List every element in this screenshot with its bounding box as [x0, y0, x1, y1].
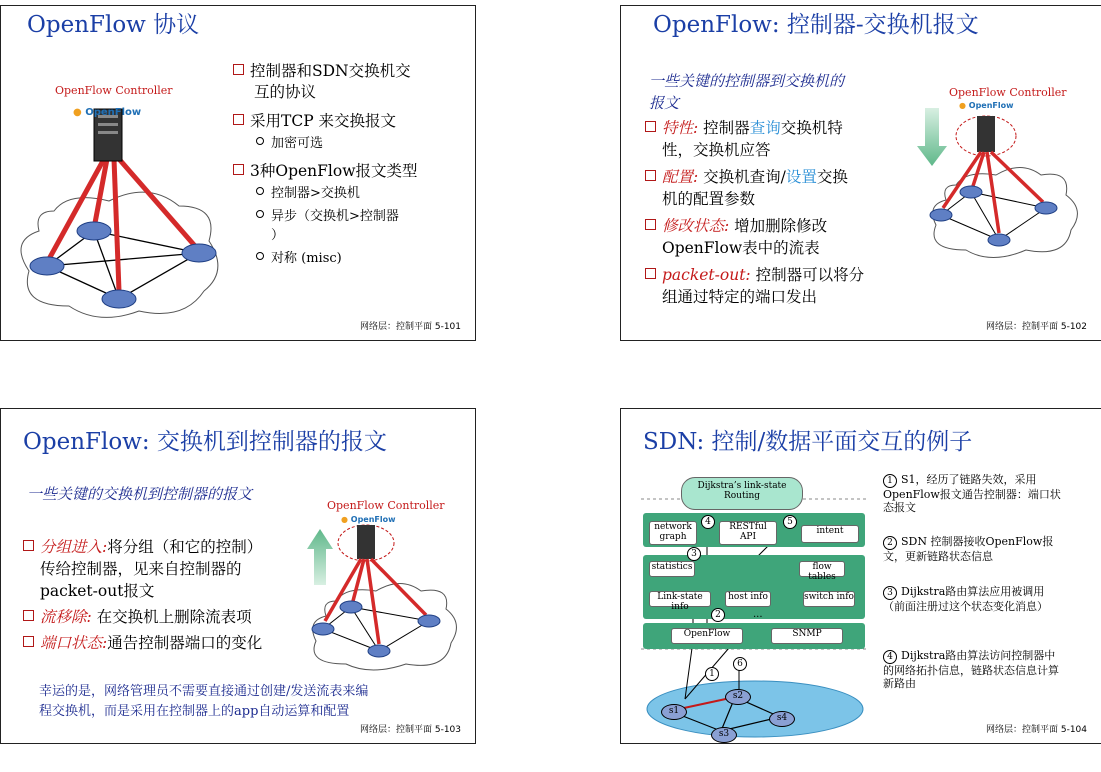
item-configure-cont: 机的配置参数	[662, 190, 756, 208]
switch-info-box: switch info	[803, 591, 855, 607]
item-key: 修改状态:	[662, 217, 730, 235]
sub-bullet-icon	[256, 252, 264, 260]
sub-encryption	[256, 134, 323, 153]
item-text: 交换机查询/	[703, 168, 786, 186]
step-marker-3: 3	[687, 547, 701, 561]
sub-text: 控制器>交换机	[271, 186, 360, 201]
item-features	[645, 118, 843, 139]
sub-bullet-icon	[256, 210, 264, 218]
sub-symmetric	[256, 249, 342, 268]
step-marker-2: 2	[711, 608, 725, 622]
sub-async	[256, 207, 399, 226]
bullet-text: 3种OpenFlow报文类型	[250, 162, 418, 180]
dijkstra-routing-app: Dijkstra’s link-state Routing	[681, 477, 803, 510]
bullet-protocol	[233, 61, 411, 82]
item-text: 交换机特	[780, 119, 843, 137]
openflow-controller-label: OpenFlow Controller	[949, 86, 1067, 99]
step-marker-6: 6	[733, 657, 747, 671]
openflow-logo: ● OpenFlow	[73, 107, 142, 118]
item-key: 流移除:	[40, 608, 92, 626]
bullet-square-icon	[23, 610, 34, 621]
slide-subtitle: 一些关键的交换机到控制器的报文	[27, 485, 253, 503]
slide-sdn-example	[620, 408, 1101, 744]
openflow-network-figure	[301, 521, 461, 671]
item-modify-state-cont: OpenFlow表中的流表	[662, 239, 820, 257]
item-modify-state	[645, 216, 827, 237]
slide-footer: 网络层：控制平面 5-103	[359, 725, 461, 735]
item-highlight: 查询	[749, 119, 781, 137]
sub-text: 对称 (misc)	[271, 251, 342, 266]
slide-switch-to-controller	[0, 408, 476, 744]
item-key: 配置:	[662, 168, 699, 186]
bullet-square-icon	[233, 64, 244, 75]
slide-subtitle-cont: 报文	[649, 94, 680, 112]
item-text: 将分组（和它的控制）	[107, 538, 263, 556]
slide-title: OpenFlow: 控制器-交换机报文	[653, 12, 979, 38]
slide-title: SDN: 控制/数据平面交互的例子	[643, 429, 973, 455]
item-flow-removed	[23, 607, 252, 628]
step-desc: Dijkstra路由算法应用被调用（前面注册过这个状态变化消息）	[883, 585, 1048, 613]
statistics-box: statistics	[649, 561, 695, 577]
item-highlight: 设置	[785, 168, 817, 186]
slide-title: OpenFlow 协议	[27, 12, 200, 38]
slide-controller-to-switch	[620, 5, 1101, 341]
sub-bullet-icon	[256, 187, 264, 195]
switch-s4: s4	[769, 711, 795, 727]
bullet-protocol-cont: 互的协议	[254, 83, 317, 101]
item-port-status	[23, 633, 262, 654]
slide-footer: 网络层：控制平面 5-104	[985, 725, 1087, 735]
step-2-text	[883, 535, 1063, 563]
step-number: 4	[883, 650, 897, 664]
bullet-square-icon	[645, 268, 656, 279]
item-text: 通告控制器端口的变化	[107, 634, 263, 652]
bullet-square-icon	[23, 540, 34, 551]
sub-bullet-icon	[256, 137, 264, 145]
openflow-network-figure	[921, 110, 1081, 260]
slide-openflow-protocol	[0, 5, 476, 341]
sub-controller-to-switch	[256, 184, 360, 203]
sub-text: 加密可选	[271, 136, 324, 151]
switch-s2: s2	[725, 689, 751, 705]
item-text: 交换	[816, 168, 848, 186]
bullet-text: 控制器和SDN交换机交	[250, 62, 411, 80]
switch-s1: s1	[661, 704, 687, 720]
openflow-logo-text: OpenFlow	[350, 515, 396, 524]
openflow-logo: ● OpenFlow	[341, 515, 396, 524]
ellipsis-text: ...	[753, 609, 763, 620]
bullet-square-icon	[645, 121, 656, 132]
step-1-text	[883, 473, 1063, 514]
step-4-text	[883, 649, 1063, 690]
item-text: 控制器	[703, 119, 750, 137]
step-marker-4: 4	[701, 515, 715, 529]
item-text: 在交换机上删除流表项	[96, 608, 252, 626]
bullet-square-icon	[645, 219, 656, 230]
slide-subtitle: 一些关键的控制器到交换机的	[649, 72, 845, 90]
note-line-2: 程交换机，而是采用在控制器上的app自动运算和配置	[39, 704, 350, 719]
item-packet-in	[23, 537, 262, 558]
step-number: 2	[883, 536, 897, 550]
slide-footer: 网络层：控制平面 5-102	[985, 322, 1087, 332]
bullet-message-types	[233, 161, 417, 182]
item-text: 控制器可以将分	[755, 266, 865, 284]
step-marker-5: 5	[783, 515, 797, 529]
item-packet-out	[645, 265, 864, 286]
item-configure	[645, 167, 848, 188]
openflow-controller-label: OpenFlow Controller	[55, 84, 173, 97]
link-state-info-box: Link-state info	[649, 591, 711, 607]
bullet-square-icon	[645, 170, 656, 181]
openflow-logo: ● OpenFlow	[959, 101, 1014, 110]
item-packet-out-cont: 组通过特定的端口发出	[662, 288, 818, 306]
openflow-logo-text: OpenFlow	[968, 101, 1014, 110]
bullet-square-icon	[233, 164, 244, 175]
slide-title: OpenFlow: 交换机到控制器的报文	[23, 429, 387, 455]
item-text: 增加删除修改	[734, 217, 828, 235]
step-number: 1	[883, 474, 897, 488]
openflow-box: OpenFlow	[671, 628, 743, 644]
item-key: 特性:	[662, 119, 699, 137]
item-packet-in-cont: 传给控制器，见来自控制器的	[40, 560, 242, 578]
note-line-1: 幸运的是，网络管理员不需要直接通过创建/发送流表来编	[39, 684, 369, 699]
bullet-text: 采用TCP 来交换报文	[250, 112, 397, 130]
restful-api-box: RESTful API	[719, 521, 777, 545]
item-packet-in-cont2: packet-out报文	[40, 582, 155, 600]
sub-text: 异步（交换机>控制器	[271, 209, 399, 224]
network-graph-box: network graph	[649, 521, 697, 545]
slide-footer: 网络层：控制平面 5-101	[359, 322, 461, 332]
flow-tables-box: flow tables	[799, 561, 845, 577]
intent-box: intent	[801, 525, 859, 543]
step-desc: SDN 控制器接收OpenFlow报文，更新链路状态信息	[883, 535, 1054, 563]
step-marker-1: 1	[705, 667, 719, 681]
item-key: 端口状态:	[40, 634, 108, 652]
openflow-logo-text: OpenFlow	[85, 107, 142, 118]
step-desc: Dijkstra路由算法访问控制器中的网络拓扑信息，链路状态信息计算新路由	[883, 649, 1059, 690]
bullet-square-icon	[23, 636, 34, 647]
item-key: packet-out:	[662, 266, 751, 284]
openflow-controller-label: OpenFlow Controller	[327, 499, 445, 512]
step-desc: S1，经历了链路失效，采用OpenFlow报文通告控制器：端口状态报文	[883, 473, 1061, 514]
step-number: 3	[883, 586, 897, 600]
bullet-square-icon	[233, 114, 244, 125]
sub-async-cont: ）	[271, 228, 285, 243]
step-3-text	[883, 585, 1063, 613]
switch-s3: s3	[711, 727, 737, 743]
item-features-cont: 性，交换机应答	[662, 141, 771, 159]
item-key: 分组进入:	[40, 538, 108, 556]
bullet-tcp	[233, 111, 396, 132]
host-info-box: host info	[725, 591, 771, 607]
snmp-box: SNMP	[771, 628, 843, 644]
